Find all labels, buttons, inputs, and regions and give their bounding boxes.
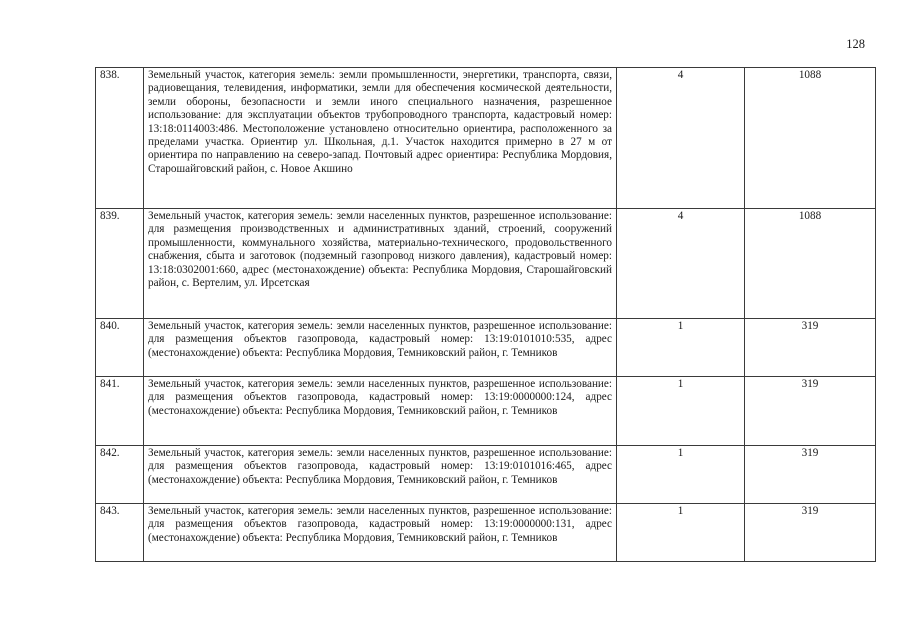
page-number: 128 — [846, 37, 865, 51]
land-plot-table — [95, 67, 876, 562]
quantity-cell: 1 — [617, 319, 745, 377]
row-number: 841. — [96, 377, 144, 446]
plot-description: Земельный участок, категория земель: земли населенных пунктов, разрешенное использование: для размещения объектов газопровода, кадастровый номер: 13:19:0000000:131, адрес (местонахождение) объекта: Республика Мордовия, Темниковский район, г. Темников — [144, 504, 617, 562]
table-row — [96, 504, 876, 562]
row-number: 839. — [96, 209, 144, 319]
table-row — [96, 446, 876, 504]
value-cell: 319 — [745, 377, 876, 446]
quantity-cell: 4 — [617, 68, 745, 209]
value-cell: 1088 — [745, 68, 876, 209]
plot-description: Земельный участок, категория земель: земли промышленности, энергетики, транспорта, связи, радиовещания, телевидения, информатики, земли для обеспечения космической деятельности, земли обороны, безопасности и земли иного специального назначения, разрешенное использование: для эксплуатации объектов трубопроводного транспорта, кадастровый номер: 13:18:0114003:486. Местоположение установлено относительно ориентира, расположенного за пределами участка. Ориентир ул. Школьная, д.1. Участок находится примерно в 27 м от ориентира по направлению на северо-запад. Почтовый адрес ориентира: Республика Мордовия, Старошайговский район, с. Новое Акшино — [144, 68, 617, 209]
row-number: 842. — [96, 446, 144, 504]
quantity-cell: 1 — [617, 377, 745, 446]
row-number: 840. — [96, 319, 144, 377]
quantity-cell: 1 — [617, 504, 745, 562]
table-row — [96, 319, 876, 377]
row-number: 843. — [96, 504, 144, 562]
value-cell: 319 — [745, 319, 876, 377]
plot-description: Земельный участок, категория земель: земли населенных пунктов, разрешенное использование: для размещения объектов газопровода, кадастровый номер: 13:19:0000000:124, адрес (местонахождение) объекта: Республика Мордовия, Темниковский район, г. Темников — [144, 377, 617, 446]
table-row — [96, 209, 876, 319]
plot-description: Земельный участок, категория земель: земли населенных пунктов, разрешенное использование: для размещения объектов газопровода, кадастровый номер: 13:19:0101016:465, адрес (местонахождение) объекта: Республика Мордовия, Темниковский район, г. Темников — [144, 446, 617, 504]
plot-description: Земельный участок, категория земель: земли населенных пунктов, разрешенное использование: для размещения объектов газопровода, кадастровый номер: 13:19:0101010:535, адрес (местонахождение) объекта: Республика Мордовия, Темниковский район, г. Темников — [144, 319, 617, 377]
table-row — [96, 68, 876, 209]
row-number: 838. — [96, 68, 144, 209]
value-cell: 1088 — [745, 209, 876, 319]
plot-description: Земельный участок, категория земель: земли населенных пунктов, разрешенное использование: для размещения производственных и административных зданий, строений, сооружений промышленности, коммунального хозяйства, материально-технического, продовольственного снабжения, сбыта и заготовок (подземный газопровод низкого давления), кадастровый номер: 13:18:0302001:660, адрес (местонахождение) объекта: Республика Мордовия, Старошайговский район, с. Вертелим, ул. Ирсетская — [144, 209, 617, 319]
value-cell: 319 — [745, 446, 876, 504]
quantity-cell: 1 — [617, 446, 745, 504]
value-cell: 319 — [745, 504, 876, 562]
table-row — [96, 377, 876, 446]
quantity-cell: 4 — [617, 209, 745, 319]
